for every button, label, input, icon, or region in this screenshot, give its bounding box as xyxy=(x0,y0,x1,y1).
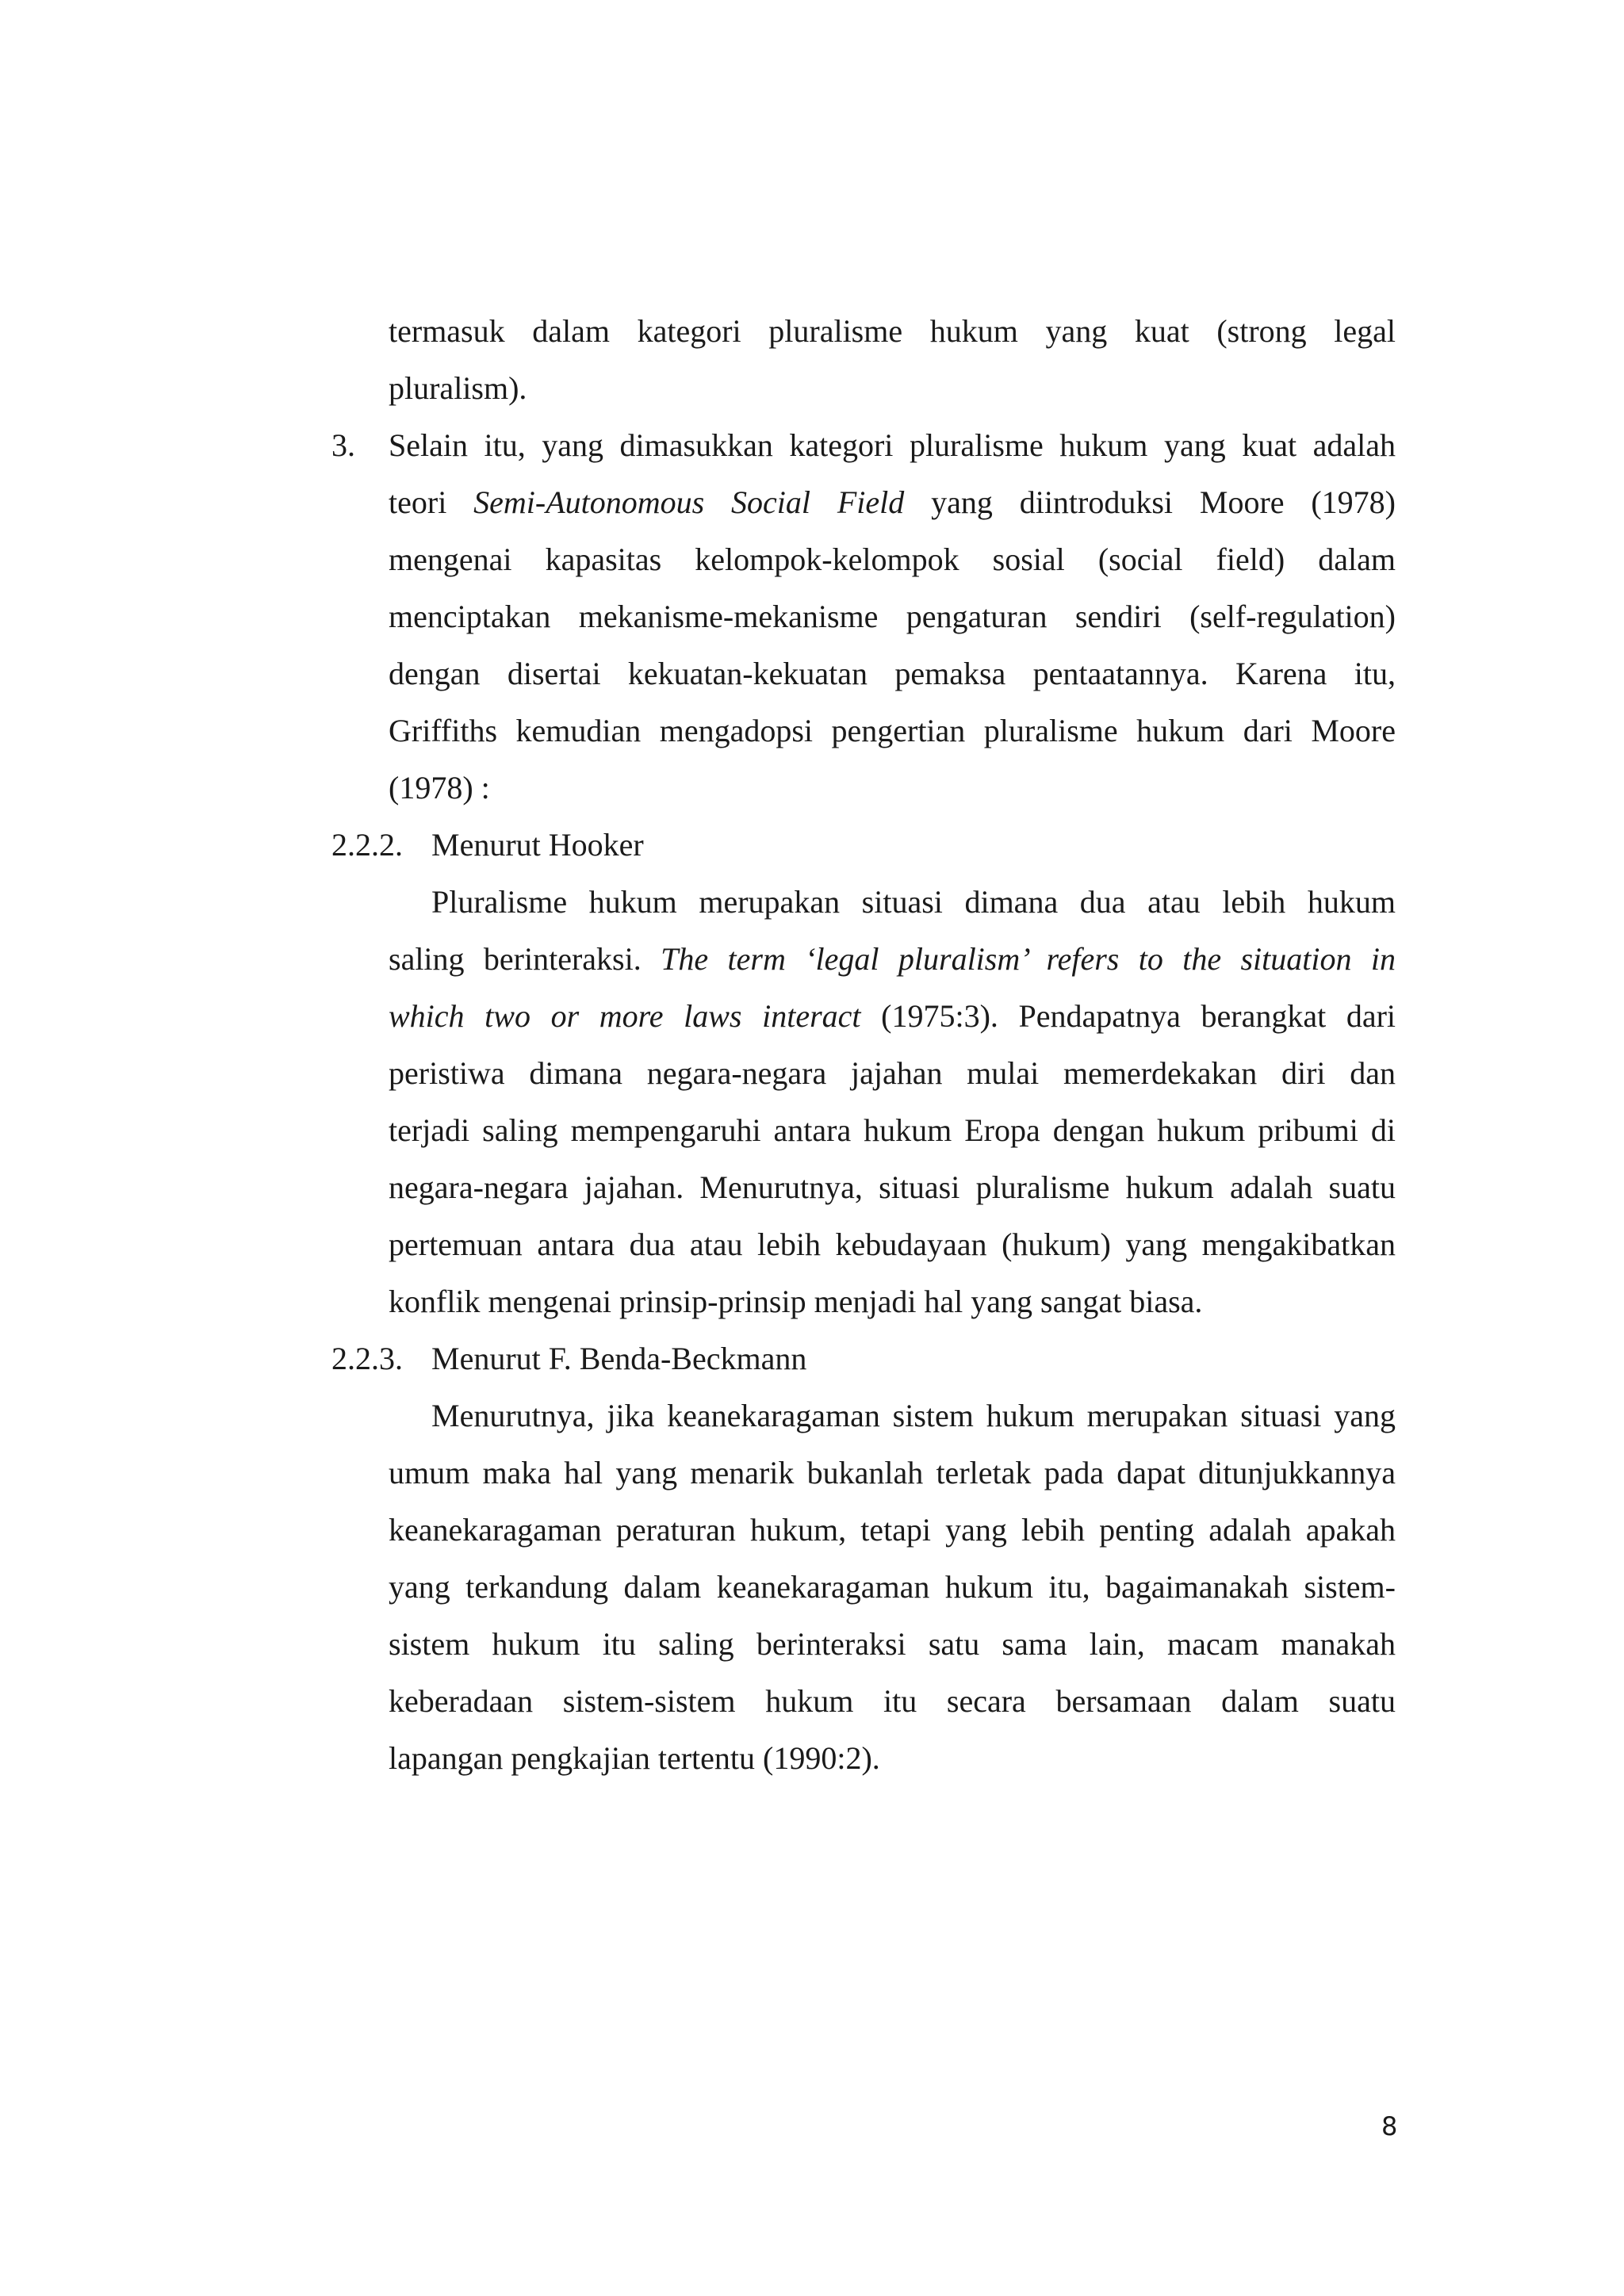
item3-italic-term: Semi-Autonomous Social Field xyxy=(473,484,905,520)
item3-line-5: dengan disertai kekuatan-kekuatan pemaksa pentaatannya. Karena itu, xyxy=(389,656,1396,691)
hooker-line-8: konflik mengenai prinsip-prinsip menjadi hal yang sangat biasa. xyxy=(389,1284,1203,1319)
section-heading-hooker: Menurut Hooker xyxy=(431,827,644,863)
section-heading-benda-beckmann: Menurut F. Benda-Beckmann xyxy=(431,1341,807,1376)
beckmann-line-3: keanekaragaman peraturan hukum, tetapi yang lebih penting adalah apakah xyxy=(389,1512,1396,1548)
beckmann-line-7: lapangan pengkajian tertentu (1990:2). xyxy=(389,1740,880,1776)
item3-line-7: (1978) : xyxy=(389,770,490,806)
hooker-italic-quote-1: The term ‘legal pluralism’ refers to the situation in xyxy=(661,941,1396,977)
continuation-line-1: termasuk dalam kategori pluralisme hukum yang kuat (strong legal xyxy=(389,313,1396,349)
hooker-italic-quote-2: which two or more laws interact xyxy=(389,998,861,1034)
page-number: 8 xyxy=(1381,2111,1398,2141)
item3-line-4: menciptakan mekanisme-mekanisme pengaturan sendiri (self-regulation) xyxy=(389,599,1396,634)
section-number-223: 2.2.3. xyxy=(331,1341,403,1376)
item3-line-2 xyxy=(389,474,1396,531)
item3-line-2-text-b: yang diintroduksi Moore (1978) xyxy=(904,484,1396,520)
beckmann-line-5: sistem hukum itu saling berinteraksi satu sama lain, macam manakah xyxy=(389,1626,1396,1662)
hooker-line-3 xyxy=(389,988,1396,1045)
item3-line-6: Griffiths kemudian mengadopsi pengertian pluralisme hukum dari Moore xyxy=(389,713,1396,748)
hooker-line-2 xyxy=(389,931,1396,988)
item3-line-3: mengenai kapasitas kelompok-kelompok sosial (social field) dalam xyxy=(389,541,1396,577)
beckmann-line-2: umum maka hal yang menarik bukanlah terletak pada dapat ditunjukkannya xyxy=(389,1455,1396,1490)
item3-line-2-text-a: teori xyxy=(389,484,474,520)
beckmann-line-1: Menurutnya, jika keanekaragaman sistem hukum merupakan situasi yang xyxy=(431,1398,1396,1433)
item3-line-1: Selain itu, yang dimasukkan kategori pluralisme hukum yang kuat adalah xyxy=(389,427,1396,463)
beckmann-line-4: yang terkandung dalam keanekaragaman hukum itu, bagaimanakah sistem- xyxy=(389,1569,1396,1605)
section-number-222: 2.2.2. xyxy=(331,827,403,863)
hooker-line-6: negara-negara jajahan. Menurutnya, situasi pluralisme hukum adalah suatu xyxy=(389,1169,1396,1205)
hooker-line-7: pertemuan antara dua atau lebih kebudayaan (hukum) yang mengakibatkan xyxy=(389,1226,1396,1262)
continuation-line-2: pluralism). xyxy=(389,370,527,406)
hooker-line-5: terjadi saling mempengaruhi antara hukum Eropa dengan hukum pribumi di xyxy=(389,1112,1396,1148)
hooker-line-2-text: saling berinteraksi. xyxy=(389,941,661,977)
hooker-line-1: Pluralisme hukum merupakan situasi dimana dua atau lebih hukum xyxy=(431,884,1396,920)
beckmann-line-6: keberadaan sistem-sistem hukum itu secara bersamaan dalam suatu xyxy=(389,1683,1396,1719)
hooker-line-3-text: (1975:3). Pendapatnya berangkat dari xyxy=(860,998,1396,1034)
hooker-line-4: peristiwa dimana negara-negara jajahan mulai memerdekakan diri dan xyxy=(389,1055,1396,1091)
list-number-3: 3. xyxy=(331,427,355,463)
